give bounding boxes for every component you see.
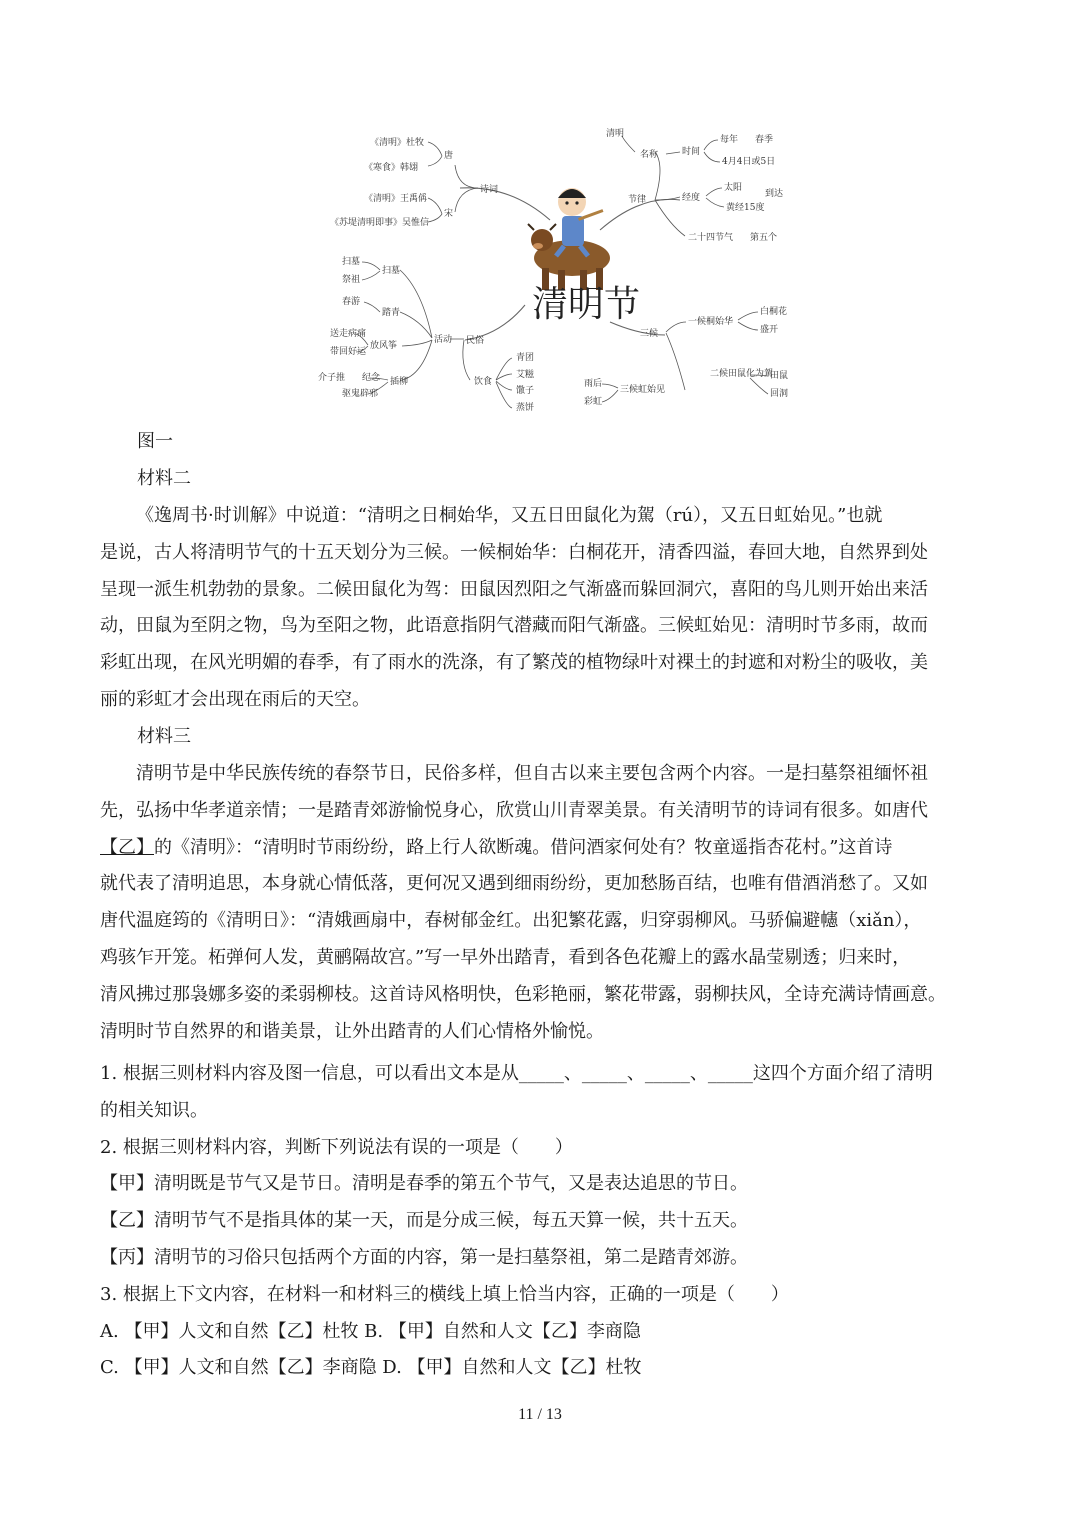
material2-title: 材料二 [137,468,191,489]
taqing-item-1: 春游 [342,297,361,307]
question-2: 2. 根据三则材料内容，判断下列说法有误的一项是（ ） [100,1136,573,1158]
material3-line: 就代表了清明追思，本身就心情低落，更何况又遇到细雨纷纷，更加愁肠百结，也唯有借酒消愁了。又如 [100,873,928,895]
hou-three: 三候虹始见 [620,385,666,395]
poetry-song: 宋 [444,209,454,219]
folk-taqing: 踏青 [382,308,401,318]
folk-activities: 活动 [434,335,453,345]
folk-saomu: 扫墓 [382,266,401,276]
term-longitude-sun: 太阳 [724,183,743,193]
material3-line: 先，弘扬中华孝道亲情；一是踏青郊游愉悦身心，欣赏山川青翠美景。有关清明节的诗词有很多。如唐代 [100,799,928,821]
food-item-1: 青团 [516,353,535,363]
boy-on-ox-illustration [528,188,610,290]
folk-kite: 放风筝 [370,341,398,351]
term-name: 名称 [640,150,659,160]
hou-three-item-2: 彩虹 [584,397,603,407]
option-yi: 【乙】清明节气不是指具体的某一天，而是分成三候，每五天算一候，共十五天。 [100,1210,748,1232]
material2-line: 呈现一派生机勃勃的景象。二候田鼠化为驾：田鼠因烈阳之气渐盛而躲回洞穴，喜阳的鸟儿则开始出来活 [100,578,928,600]
hou-two-item-1: 田鼠 [770,371,789,381]
branch-folk-label: 民俗 [466,336,485,346]
branch-three-hou-label: 三候 [640,329,659,339]
term-longitude-reach: 到达 [765,189,784,199]
hou-one-item-1: 白桐花 [760,307,788,317]
option-jia: 【甲】清明既是节气又是节日。清明是春季的第五个节气，又是表达追思的节日。 [100,1173,748,1195]
material3-title: 材料三 [137,726,191,747]
figure-label: 图一 [137,431,173,452]
kite-item-1: 送走病痛 [330,329,367,339]
willow-item-1: 介子推 [318,373,346,383]
kite-item-2: 带回好运 [330,347,367,357]
term-time-season: 春季 [755,135,774,145]
folk-food: 饮食 [474,377,493,387]
poem-qingming-wang: 《清明》王禹偁 [364,194,428,204]
term-longitude-degree: 黄经15度 [726,203,765,213]
saomu-item-2: 祭祖 [342,275,361,285]
material2-line: 丽的彩虹才会出现在雨后的天空。 [100,688,370,710]
hou-two-item-2: 回洞 [770,389,789,399]
mindmap-title: 清明节 [532,284,641,325]
option-bing: 【丙】清明节的习俗只包括两个方面的内容，第一是扫墓祭祖，第二是踏青郊游。 [100,1246,748,1268]
options-a-b: A. 【甲】人文和自然【乙】杜牧 B. 【甲】自然和人文【乙】李商隐 [100,1320,641,1342]
material2-line: 动，田鼠为至阴之物，鸟为至阳之物，此语意指阴气潜藏而阳气渐盛。三候虹始见：清明时节多雨，故而 [100,615,928,637]
hou-three-item-1: 雨后 [584,379,603,389]
question-1-cont: 的相关知识。 [100,1099,208,1121]
poem-qingming-dumu: 《清明》杜牧 [370,138,425,148]
folk-willow: 插柳 [390,377,409,387]
poem-hanshi: 《寒食》韩翃 [364,163,419,173]
food-item-3: 馓子 [516,386,535,396]
term-longitude: 经度 [682,193,701,203]
poem-sudi: 《苏堤清明即事》吴惟信 [330,218,430,228]
term-time-year: 每年 [720,135,739,145]
willow-commemorate: 纪念 [362,373,381,383]
material3-line: 鸡骇乍开笼。柘弹何人发，黄鹂隔故宫。”写一早外出踏青，看到各色花瓣上的露水晶莹剔透；归来时， [100,946,911,968]
page-number: 11 / 13 [518,1406,562,1423]
question-1: 1. 根据三则材料内容及图一信息，可以看出文本是从_____、_____、_____、_____这四个方面介绍了清明 [100,1063,933,1084]
material3-line: 清明节是中华民族传统的春祭节日，民俗多样，但自古以来主要包含两个内容。一是扫墓祭祖缅怀祖 [136,763,928,784]
food-item-2: 艾糍 [516,370,535,380]
questions [100,1056,980,1387]
branch-solar-term-label: 节律 [628,195,647,205]
question-3: 3. 根据上下文内容，在材料一和材料三的横线上填上恰当内容，正确的一项是（ ） [100,1283,789,1305]
food-item-4: 蒸饼 [516,403,535,413]
term-name-value: 清明 [606,129,625,139]
hou-two: 二候田鼠化为駕 [710,369,774,379]
material3-line-rest: 的《清明》：“清明时节雨纷纷，路上行人欲断魂。借问酒家何处有？牧童遥指杏花村。”这首诗 [154,836,893,858]
material2-line: 是说，古人将清明节气的十五天划分为三候。一候桐始华：白桐花开，清香四溢，春回大地，自然界到处 [100,541,928,563]
poetry-tang: 唐 [444,151,454,161]
willow-item-2: 驱鬼辟邪 [342,389,379,399]
material3-line-with-blank [100,830,980,867]
hou-one: 一候桐始华 [688,317,734,327]
material3-line: 清风拂过那袅娜多姿的柔弱柳枝。这首诗风格明快，色彩艳丽，繁花带露，弱柳扶风，全诗充满诗情画意。 [100,983,946,1005]
material3-line: 唐代温庭筠的《清明日》：“清娥画扇中，春树郁金红。出犯繁花露，归穿弱柳风。马骄偏避幰（xiǎn）， [100,910,922,932]
blank-yi: 【乙】 [100,836,154,858]
branch-poetry-label: 诗词 [480,185,499,195]
material2-line: 《逸周书·时训解》中说道：“清明之日桐始华，又五日田鼠化为駕（rú），又五日虹始见。”也就 [136,505,883,526]
saomu-item-1: 扫墓 [342,257,361,267]
term-order-value: 第五个 [750,233,778,243]
options-c-d: C. 【甲】人文和自然【乙】李商隐 D. 【甲】自然和人文【乙】杜牧 [100,1357,642,1379]
term-time-date: 4月4日或5日 [722,157,776,167]
material3-body [100,756,980,1050]
hou-one-item-2: 盛开 [760,325,779,335]
term-order: 二十四节气 [688,233,734,243]
term-time: 时间 [682,147,701,157]
material3-line: 清明时节自然界的和谐美景，让外出踏青的人们心情格外愉悦。 [100,1020,604,1042]
material2-line: 彩虹出现，在风光明媚的春季，有了雨水的洗涤，有了繁茂的植物绿叶对裸土的封遮和对粉尘的吸收，美 [100,652,928,674]
qingming-mindmap [310,90,810,425]
material2-body [100,498,980,719]
